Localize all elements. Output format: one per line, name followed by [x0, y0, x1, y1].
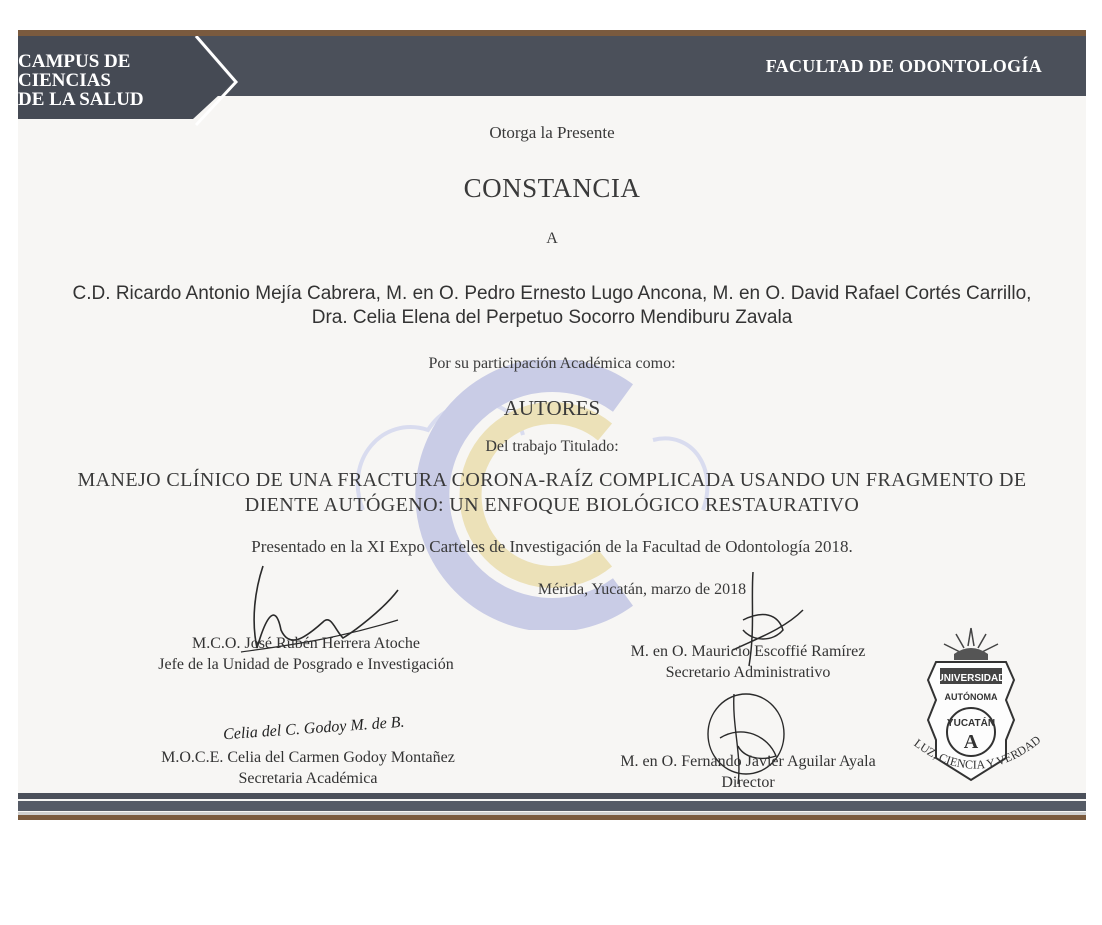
signatory-name: M.O.C.E. Celia del Carmen Godoy Montañez: [161, 749, 455, 766]
signatory-aguilar: [573, 751, 923, 793]
seal-motto-text: LUZ, CIENCIA Y VERDAD: [911, 732, 1044, 772]
signatory-position: Director: [721, 774, 775, 791]
recipients: C.D. Ricardo Antonio Mejía Cabrera, M. en O. Pedro Ernesto Lugo Ancona, M. en O. David Rafael Cortés Carrillo, Dra. Celia Elena del Perpetuo Socorro Mendiburu Zavala: [72, 283, 1032, 328]
signatory-position: Jefe de la Unidad de Posgrado e Investigación: [158, 656, 454, 673]
seal-bottom-text: YUCATÁN: [946, 718, 996, 729]
campus-line: CIENCIAS: [18, 70, 111, 91]
campus-title: [18, 52, 188, 109]
campus-line: DE LA SALUD: [18, 89, 144, 110]
seal-letter: A: [963, 731, 979, 753]
signatory-name: M.C.O. José Rubén Herrera Atoche: [192, 635, 420, 652]
signatory-escoffie: [573, 641, 923, 683]
certificate-title: CONSTANCIA: [463, 173, 641, 203]
work-title: MANEJO CLÍNICO DE UNA FRACTURA CORONA-RAÍZ COMPLICADA USANDO UN FRAGMENTO DE DIENTE AUTÓGENO: UN ENFOQUE BIOLÓGICO RESTAURATIVO: [77, 469, 1027, 516]
certificate: [18, 30, 1086, 820]
granted-line: Otorga la Presente: [489, 123, 615, 142]
signatory-position: Secretaria Académica: [238, 770, 378, 787]
seal-middle-text: AUTÓNOMA: [944, 692, 998, 702]
to-label: A: [546, 230, 558, 247]
signatory-name: M. en O. Mauricio Escoffié Ramírez: [630, 643, 866, 660]
seal-top-text: UNIVERSIDAD: [936, 673, 1006, 684]
signature-godoy: Celia del C. Godoy M. de B.: [222, 713, 406, 744]
role: AUTORES: [503, 396, 601, 420]
signatory-godoy: [108, 747, 508, 789]
faculty-title: FACULTAD DE ODONTOLOGÍA: [765, 56, 1042, 76]
signatory-position: Secretario Administrativo: [665, 664, 831, 681]
signatory-herrera: [106, 633, 506, 675]
work-label: Del trabajo Titulado:: [485, 438, 619, 455]
participation-line: Por su participación Académica como:: [428, 355, 676, 372]
presented-line: Presentado en la XI Expo Carteles de Investigación de la Facultad de Odontología 2018.: [251, 537, 853, 556]
place-date: Mérida, Yucatán, marzo de 2018: [537, 581, 747, 598]
bottom-border: [18, 793, 1086, 820]
campus-line: CAMPUS DE: [18, 51, 131, 72]
signatory-name: M. en O. Fernando Javier Aguilar Ayala: [620, 753, 876, 770]
svg-text:LUZ, CIENCIA Y VERDAD: [911, 732, 1043, 771]
